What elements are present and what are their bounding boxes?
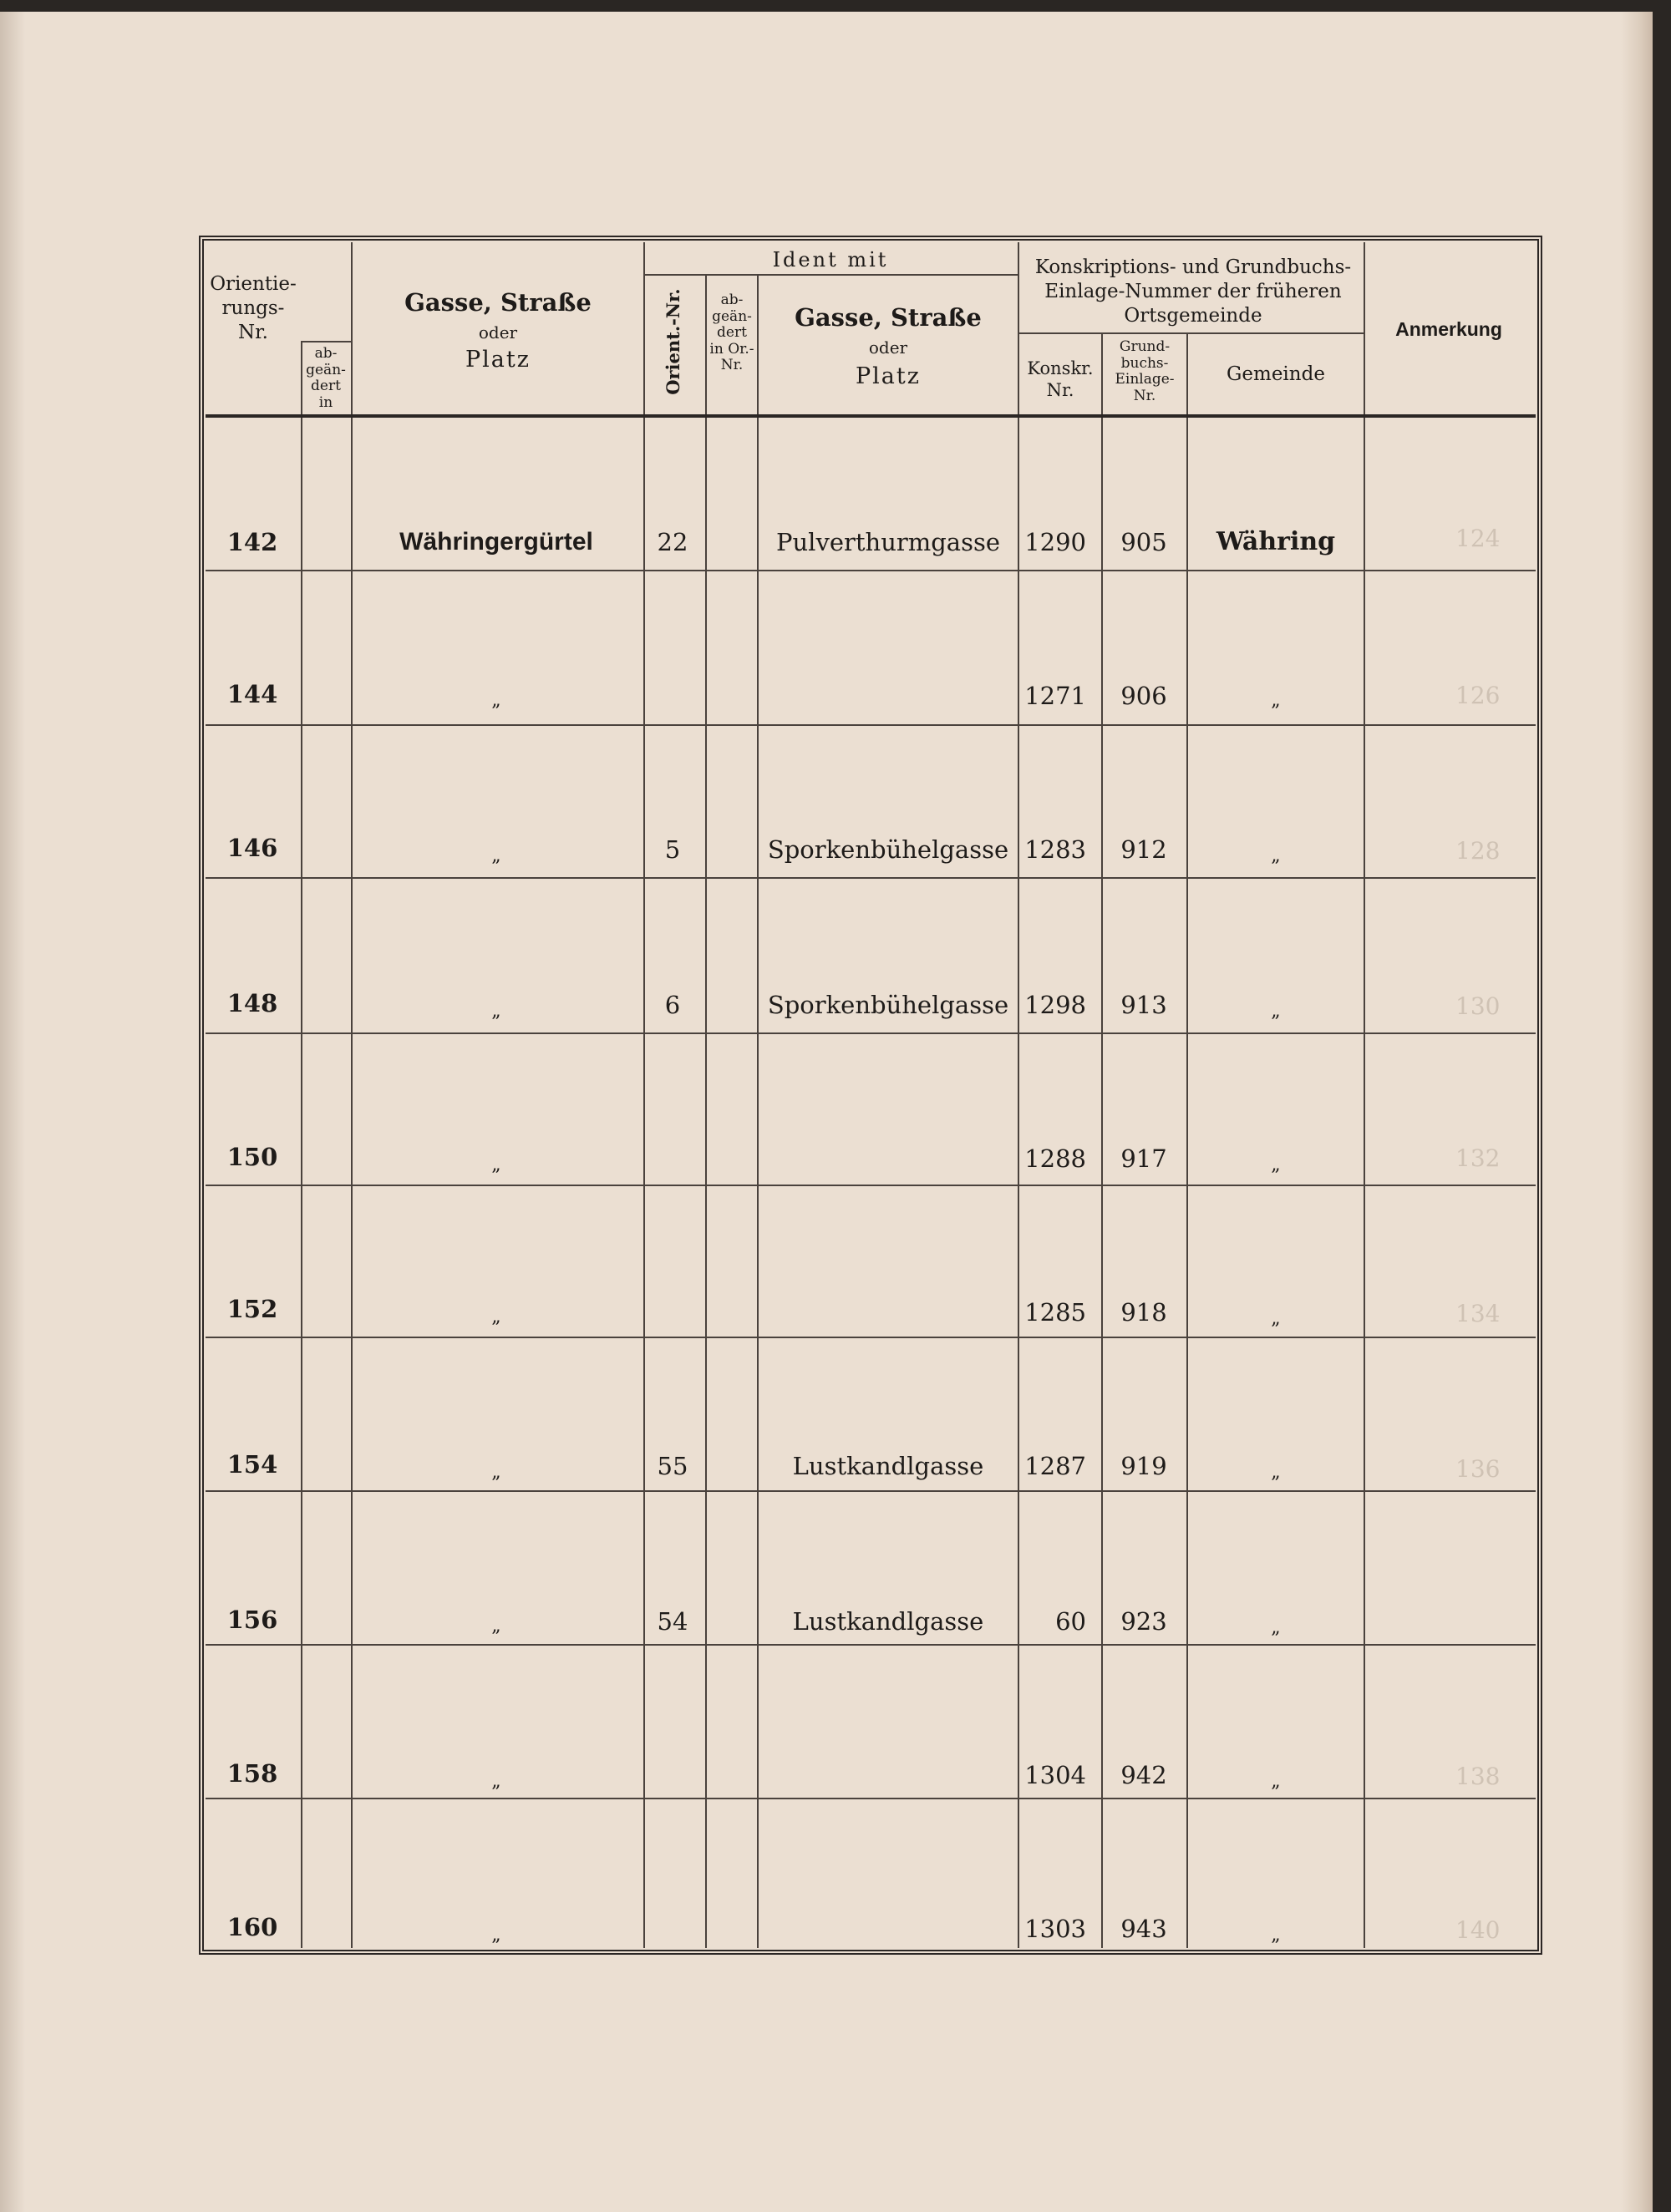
header-rule: [643, 274, 1018, 276]
orient-nr-cell: 156: [226, 1606, 278, 1634]
grund-cell: 923: [1120, 1607, 1167, 1636]
grund-cell: 919: [1120, 1452, 1167, 1480]
gemeinde-ditto-cell: „: [1271, 1154, 1281, 1175]
street-cell: Währingergürtel: [399, 528, 593, 556]
ident-orient-cell: 5: [664, 835, 681, 864]
ident-street-cell: Lustkandlgasse: [792, 1607, 984, 1636]
gemeinde-ditto-cell: „: [1271, 1001, 1281, 1022]
orient-nr-cell: 146: [226, 834, 278, 862]
ident-orient-cell: [647, 1754, 698, 1796]
gemeinde-ditto-cell: „: [1271, 845, 1281, 866]
ident-street-cell: Sporkenbühelgasse: [767, 835, 1009, 864]
gemeinde-ditto-cell: „: [1271, 1771, 1281, 1792]
konskr-cell: 1298: [1024, 991, 1086, 1019]
column-rule: [1364, 242, 1365, 1948]
konskr-cell: 1287: [1024, 1452, 1086, 1480]
konskr-cell: 60: [1055, 1607, 1086, 1636]
header-bottom-rule: [206, 414, 1536, 418]
street-ditto-cell: „: [491, 1154, 501, 1175]
ident-orient-cell: 55: [657, 1452, 688, 1480]
konskr-cell: 1283: [1024, 835, 1086, 864]
grund-cell: 943: [1120, 1915, 1167, 1943]
grund-cell: 913: [1120, 991, 1167, 1019]
column-rule: [705, 276, 707, 1948]
grund-cell: 917: [1120, 1144, 1167, 1173]
street-ditto-cell: „: [491, 1771, 501, 1792]
ident-orient-cell: 22: [657, 528, 688, 556]
ident-street-cell: Lustkandlgasse: [792, 1452, 984, 1480]
header-orient-short: Orient.-Nr.: [662, 288, 683, 395]
grund-cell: 905: [1120, 528, 1167, 556]
header-ident-oder: oder: [868, 337, 908, 358]
row-rule: [206, 724, 1536, 726]
header-abgeaendert: ab-geän-dert in: [306, 345, 346, 411]
header-rule: [301, 341, 351, 342]
column-rule: [301, 341, 302, 1948]
row-rule: [206, 570, 1536, 571]
bleed-through-mark: 126: [1455, 682, 1501, 709]
konskr-cell: 1285: [1024, 1298, 1086, 1327]
header-platz: Platz: [465, 347, 531, 373]
header-rule: [1018, 332, 1364, 334]
row-rule: [206, 1032, 1536, 1034]
bleed-through-mark: 136: [1455, 1455, 1501, 1483]
header-oder: oder: [478, 322, 518, 342]
header-anmerkung: Anmerkung: [1395, 318, 1502, 340]
grund-cell: 942: [1120, 1761, 1167, 1789]
column-rule: [1101, 332, 1103, 1948]
header-konskriptions: Konskriptions- und Grundbuchs-Einlage-Nummer der früheren Ortsgemeinde: [1034, 256, 1352, 327]
ident-street-cell: Pulverthurmgasse: [775, 528, 1001, 556]
orient-nr-cell: 144: [226, 680, 278, 708]
street-ditto-cell: „: [491, 1306, 501, 1327]
column-rule: [1186, 332, 1188, 1948]
gemeinde-ditto-cell: „: [1271, 1925, 1281, 1946]
ident-street-cell: [759, 1908, 1018, 1950]
street-ditto-cell: „: [491, 1462, 501, 1483]
ident-orient-cell: 6: [664, 991, 681, 1019]
bleed-through-mark: 140: [1455, 1916, 1501, 1944]
orient-nr-cell: 152: [226, 1295, 278, 1323]
ident-street-cell: Sporkenbühelgasse: [767, 991, 1009, 1019]
column-rule: [351, 242, 353, 1948]
header-orient-nr: Orientie-rungs-Nr.: [210, 273, 297, 343]
header-gemeinde: Gemeinde: [1227, 363, 1325, 385]
orient-nr-cell: 160: [226, 1913, 278, 1941]
column-rule: [643, 242, 645, 1948]
header-ident-platz: Platz: [856, 363, 921, 389]
table-frame: [199, 236, 1542, 1955]
ident-orient-cell: [647, 675, 698, 717]
bleed-through-mark: 138: [1455, 1763, 1501, 1790]
konskr-cell: 1290: [1024, 528, 1086, 556]
bleed-through-mark: 134: [1455, 1300, 1501, 1327]
orient-nr-cell: 148: [226, 989, 278, 1017]
column-rule: [1018, 242, 1019, 1948]
konskr-cell: 1288: [1024, 1144, 1086, 1173]
bleed-through-mark: 128: [1455, 837, 1501, 865]
orient-nr-cell: 158: [226, 1759, 278, 1788]
ident-street-cell: [759, 675, 1018, 717]
gemeinde-ditto-cell: „: [1271, 1308, 1281, 1329]
row-rule: [206, 877, 1536, 879]
header-grundbuchs: Grund-buchs-Einlage-Nr.: [1115, 338, 1175, 404]
ident-orient-cell: [647, 1138, 698, 1180]
street-ditto-cell: „: [491, 1001, 501, 1022]
bleed-through-mark: 124: [1455, 525, 1501, 552]
orient-nr-cell: 154: [226, 1450, 278, 1479]
grund-cell: 918: [1120, 1298, 1167, 1327]
header-konskr-nr: Konskr. Nr.: [1027, 358, 1094, 401]
ident-street-cell: [759, 1138, 1018, 1180]
street-ditto-cell: „: [491, 1616, 501, 1636]
bleed-through-mark: 132: [1455, 1144, 1501, 1172]
grund-cell: 912: [1120, 835, 1167, 864]
ident-street-cell: [759, 1291, 1018, 1333]
page-edge-shadow: [1621, 12, 1653, 2212]
header-gasse-strasse: Gasse, Straße: [404, 288, 592, 317]
page-spine-shadow: [0, 12, 25, 2212]
orient-nr-cell: 142: [226, 528, 278, 556]
header-abgeaendert-or: ab-geän-dert in Or.-Nr.: [709, 292, 754, 374]
ident-orient-cell: [647, 1908, 698, 1950]
orient-nr-cell: 150: [226, 1143, 278, 1171]
konskr-cell: 1271: [1024, 682, 1086, 710]
gemeinde-ditto-cell: „: [1271, 1617, 1281, 1638]
street-ditto-cell: „: [491, 845, 501, 866]
bleed-through-mark: 130: [1455, 992, 1501, 1020]
gemeinde-ditto-cell: „: [1271, 690, 1281, 711]
street-ditto-cell: „: [491, 1925, 501, 1946]
grund-cell: 906: [1120, 682, 1167, 710]
header-ident-gasse: Gasse, Straße: [795, 303, 982, 332]
header-ident-mit: Ident mit: [772, 248, 889, 271]
ident-orient-cell: 54: [657, 1607, 688, 1636]
street-ditto-cell: „: [491, 690, 501, 711]
ident-street-cell: [759, 1754, 1018, 1796]
konskr-cell: 1303: [1024, 1915, 1086, 1943]
gemeinde-cell: Währing: [1216, 527, 1336, 556]
ident-orient-cell: [647, 1291, 698, 1333]
konskr-cell: 1304: [1024, 1761, 1086, 1789]
gemeinde-ditto-cell: „: [1271, 1462, 1281, 1483]
